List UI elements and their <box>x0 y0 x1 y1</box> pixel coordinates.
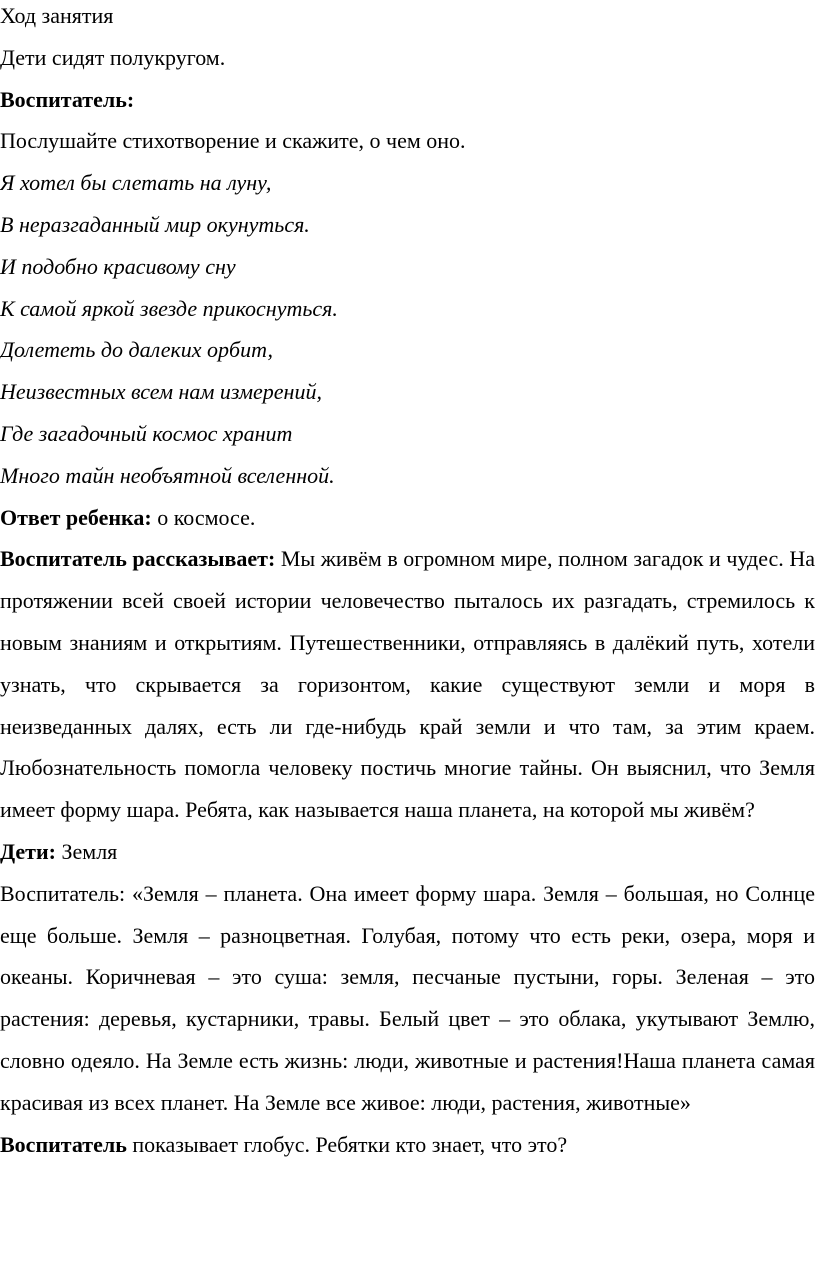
poem-line-text: И подобно красивому сну <box>0 253 236 279</box>
teacher-prompt: Послушайте стихотворение и скажите, о чем оно. <box>0 128 466 154</box>
teacher-story <box>0 538 815 831</box>
poem-line <box>0 329 815 371</box>
teacher-label-line <box>0 79 815 121</box>
teacher-label: Воспитатель: <box>0 86 135 112</box>
intro-line: Дети сидят полукругом. <box>0 44 226 70</box>
poem-line-text: В неразгаданный мир окунуться. <box>0 211 310 237</box>
child-answer-label: Ответ ребенка: <box>0 504 152 530</box>
poem-line-text: Много тайн необъятной вселенной. <box>0 462 335 488</box>
poem-line-text: Неизвестных всем нам измерений, <box>0 379 322 405</box>
teacher-globe <box>0 1124 815 1166</box>
poem-line-text: К самой яркой звезде прикоснуться. <box>0 295 338 321</box>
poem-line <box>0 246 815 288</box>
poem-line <box>0 413 815 455</box>
teacher-globe-text: показывает глобус. Ребятки кто знает, что это? <box>126 1131 568 1157</box>
teacher-story-text: Мы живём в огромном мире, полном загадок и чудес. На протяжении всей своей истории человечество пыталось их разгадать, стремилось к новым знаниям и открытиям. Путешественники, отправляясь в далёкий путь, хотели узнать, что скрывается за горизонтом, какие существуют земли и моря в неизведанных далях, есть ли где-нибудь край земли и что там, за этим краем. Любознательность помогла человеку постичь многие тайны. Он выяснил, что Земля имеет форму шара. Ребята, как называется наша планета, на которой мы живём? <box>0 546 816 823</box>
poem-line <box>0 371 815 413</box>
poem-line <box>0 288 815 330</box>
children-answer <box>0 831 815 873</box>
teacher-story-label: Воспитатель рассказывает: <box>0 546 276 572</box>
poem-line-text: Где загадочный космос хранит <box>0 420 293 446</box>
children-answer-label: Дети: <box>0 838 56 864</box>
poem-line <box>0 204 815 246</box>
teacher-earth-paragraph: Воспитатель: «Земля – планета. Она имеет форму шара. Земля – большая, но Солнце еще больше. Земля – разноцветная. Голубая, потому что есть реки, озера, моря и океаны. Коричневая – это суша: земля, песчаные пустыни, горы. Зеленая – это растения: деревья, кустарники, травы. Белый цвет – это облака, укутывают Землю, словно одеяло. На Земле есть жизнь: люди, животные и растения!Наша планета самая красивая из всех планет. На Земле все живое: люди, растения, животные» <box>0 880 815 1115</box>
children-answer-text: Земля <box>55 838 118 864</box>
child-answer <box>0 497 815 539</box>
poem-line <box>0 455 815 497</box>
poem-line-text: Я хотел бы слетать на луну, <box>0 170 272 196</box>
poem-line <box>0 162 815 204</box>
teacher-globe-label: Воспитатель <box>0 1131 127 1157</box>
child-answer-text: о космосе. <box>151 504 256 530</box>
lesson-heading: Ход занятия <box>0 3 114 28</box>
poem-line-text: Долететь до далеких орбит, <box>0 337 274 363</box>
